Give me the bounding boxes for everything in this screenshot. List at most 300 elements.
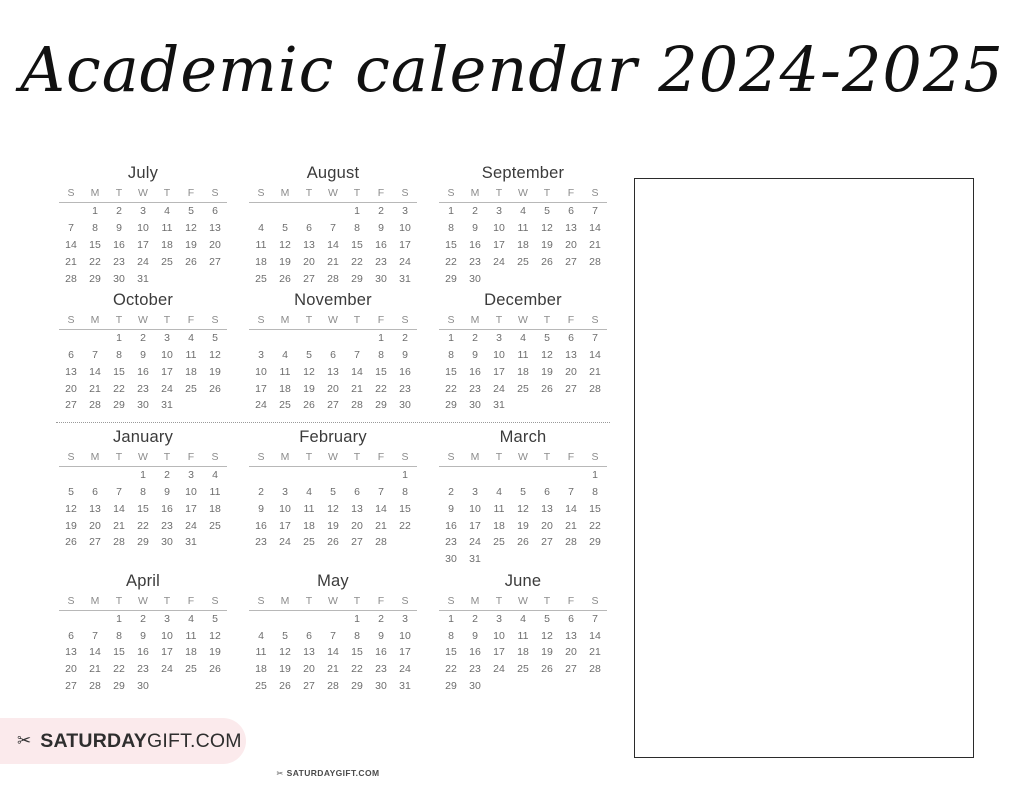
- week-row: [59, 661, 227, 678]
- year-divider: [48, 418, 618, 428]
- day-cell: 15: [89, 238, 101, 251]
- day-cell: 20: [351, 519, 363, 532]
- day-cell: 26: [185, 255, 197, 268]
- day-cell: 4: [282, 349, 288, 362]
- day-cell-empty: [249, 610, 273, 627]
- day-cell: 14: [589, 349, 601, 362]
- day-cell-empty: [511, 551, 535, 568]
- day-cell: 1: [448, 612, 454, 625]
- week-row: [249, 220, 417, 237]
- day-cell: 3: [258, 349, 264, 362]
- day-cell-empty: [535, 466, 559, 483]
- day-cell: 19: [541, 238, 553, 251]
- weekday-header: S: [393, 313, 417, 330]
- day-cell: 13: [303, 238, 315, 251]
- weekday-header: T: [535, 450, 559, 467]
- week-row: [59, 237, 227, 254]
- weekday-header: S: [393, 594, 417, 611]
- day-cell: 23: [161, 519, 173, 532]
- month-block-january: [48, 428, 238, 568]
- day-cell: 1: [354, 205, 360, 218]
- day-cell: 12: [279, 238, 291, 251]
- day-cell: 13: [565, 222, 577, 235]
- day-cell: 11: [161, 222, 173, 235]
- week-row: [249, 644, 417, 661]
- weekday-header: F: [369, 450, 393, 467]
- day-cell: 1: [592, 469, 598, 482]
- day-cell: 24: [255, 399, 267, 412]
- month-name: September: [481, 164, 565, 182]
- day-cell-empty: [321, 203, 345, 220]
- brand-label: [40, 730, 241, 753]
- weekday-header-row: [439, 450, 607, 467]
- day-cell: 18: [517, 238, 529, 251]
- day-cell: 22: [351, 663, 363, 676]
- day-cell: 14: [113, 502, 125, 515]
- weekday-header: W: [511, 313, 535, 330]
- day-cell: 2: [258, 485, 264, 498]
- day-cell: 8: [116, 349, 122, 362]
- weekday-header: T: [155, 186, 179, 203]
- weekday-header: M: [463, 450, 487, 467]
- weekday-header: F: [559, 450, 583, 467]
- day-cell: 11: [517, 222, 529, 235]
- day-cell-empty: [321, 610, 345, 627]
- month-block-march: [428, 428, 618, 568]
- day-cell: 8: [354, 629, 360, 642]
- weekday-header: T: [535, 594, 559, 611]
- weekday-header: F: [369, 313, 393, 330]
- weekday-header: M: [83, 186, 107, 203]
- week-row: [439, 500, 607, 517]
- day-cell: 14: [589, 629, 601, 642]
- week-row: [249, 270, 417, 287]
- weekday-header-row: [439, 594, 607, 611]
- day-cell: 19: [65, 519, 77, 532]
- day-cell-empty: [59, 610, 83, 627]
- month-row: [48, 291, 618, 418]
- day-cell: 20: [209, 238, 221, 251]
- day-cell: 24: [493, 255, 505, 268]
- day-cell: 20: [65, 663, 77, 676]
- day-cell-empty: [345, 329, 369, 346]
- day-cell: 15: [351, 646, 363, 659]
- day-cell: 21: [65, 255, 77, 268]
- day-cell: 9: [472, 349, 478, 362]
- day-cell: 20: [89, 519, 101, 532]
- day-cell: 9: [164, 485, 170, 498]
- day-cell: 17: [255, 382, 267, 395]
- weekday-header: W: [321, 186, 345, 203]
- month-name: November: [294, 290, 372, 309]
- day-cell: 14: [351, 365, 363, 378]
- day-cell: 1: [354, 612, 360, 625]
- day-cell: 20: [65, 382, 77, 395]
- day-cell: 3: [282, 485, 288, 498]
- day-cell: 1: [140, 469, 146, 482]
- weekday-header: T: [107, 313, 131, 330]
- day-cell: 27: [209, 255, 221, 268]
- day-cell: 16: [469, 646, 481, 659]
- day-cell: 8: [592, 485, 598, 498]
- day-cell: 16: [255, 519, 267, 532]
- weekday-header: T: [487, 313, 511, 330]
- day-cell-empty: [345, 466, 369, 483]
- day-cell: 19: [303, 382, 315, 395]
- day-cell: 29: [445, 399, 457, 412]
- weekday-header: F: [179, 313, 203, 330]
- day-cell: 27: [565, 663, 577, 676]
- weekday-header: S: [59, 450, 83, 467]
- day-cell: 17: [161, 646, 173, 659]
- weekday-header: M: [273, 313, 297, 330]
- weekday-header: T: [535, 313, 559, 330]
- month-name: March: [499, 427, 547, 446]
- day-cell-empty: [583, 397, 607, 414]
- day-cell: 6: [568, 332, 574, 345]
- day-cell: 26: [209, 663, 221, 676]
- footer-watermark-text: SATURDAYGIFT.COM: [286, 768, 380, 778]
- day-cell: 5: [520, 485, 526, 498]
- day-cell: 27: [303, 272, 315, 285]
- day-cell-empty: [583, 270, 607, 287]
- day-cell-empty: [203, 534, 227, 551]
- day-cell: 12: [185, 222, 197, 235]
- day-cell: 30: [113, 272, 125, 285]
- day-cell: 29: [375, 399, 387, 412]
- weekday-header: M: [463, 594, 487, 611]
- day-cell: 29: [445, 680, 457, 693]
- weekday-header: S: [583, 450, 607, 467]
- brand-name-rest: ATURDAY: [53, 729, 147, 752]
- day-cell: 9: [258, 502, 264, 515]
- day-cell: 26: [327, 536, 339, 549]
- week-row: [439, 363, 607, 380]
- day-cell: 28: [89, 680, 101, 693]
- weekday-header: S: [393, 186, 417, 203]
- day-cell: 10: [469, 502, 481, 515]
- day-cell: 2: [378, 612, 384, 625]
- day-cell-empty: [297, 203, 321, 220]
- weekday-header: S: [59, 313, 83, 330]
- day-cell-empty: [297, 610, 321, 627]
- day-cell: 11: [255, 238, 267, 251]
- day-cell: 28: [589, 663, 601, 676]
- weekday-header: T: [345, 594, 369, 611]
- day-cell: 16: [469, 238, 481, 251]
- week-row: [439, 517, 607, 534]
- weekday-header: T: [107, 594, 131, 611]
- day-cell: 25: [517, 663, 529, 676]
- week-row: [439, 466, 607, 483]
- day-cell: 27: [327, 399, 339, 412]
- month-table: [249, 313, 417, 414]
- day-cell: 23: [113, 255, 125, 268]
- month-block-november: [238, 291, 428, 414]
- day-cell: 9: [402, 349, 408, 362]
- day-cell: 9: [140, 349, 146, 362]
- month-block-october: [48, 291, 238, 414]
- day-cell: 31: [469, 553, 481, 566]
- day-cell: 13: [327, 365, 339, 378]
- weekday-header: T: [155, 450, 179, 467]
- day-cell: 12: [327, 502, 339, 515]
- month-table: [439, 186, 607, 287]
- weekday-header: W: [511, 186, 535, 203]
- day-cell: 22: [113, 663, 125, 676]
- week-row: [439, 678, 607, 695]
- weekday-header: T: [155, 313, 179, 330]
- week-row: [59, 329, 227, 346]
- weekday-header-row: [59, 594, 227, 611]
- day-cell: 1: [92, 205, 98, 218]
- month-table: [439, 594, 607, 695]
- day-cell-empty: [559, 397, 583, 414]
- day-cell: 14: [375, 502, 387, 515]
- day-cell: 19: [327, 519, 339, 532]
- notes-area[interactable]: [634, 178, 974, 758]
- month-block-august: [238, 164, 428, 287]
- weekday-header: T: [535, 186, 559, 203]
- day-cell: 7: [592, 612, 598, 625]
- day-cell: 2: [116, 205, 122, 218]
- day-cell: 23: [137, 663, 149, 676]
- weekday-header: F: [559, 313, 583, 330]
- day-cell: 24: [161, 382, 173, 395]
- day-cell: 11: [493, 502, 505, 515]
- day-cell: 7: [592, 205, 598, 218]
- week-row: [59, 253, 227, 270]
- day-cell-empty: [203, 270, 227, 287]
- day-cell: 8: [92, 222, 98, 235]
- weekday-header: S: [439, 313, 463, 330]
- day-cell: 8: [448, 222, 454, 235]
- day-cell: 2: [472, 332, 478, 345]
- day-cell: 2: [140, 612, 146, 625]
- scissors-icon-small: ✂: [276, 769, 284, 778]
- week-row: [439, 380, 607, 397]
- day-cell: 18: [517, 365, 529, 378]
- day-cell: 8: [116, 629, 122, 642]
- day-cell: 8: [378, 349, 384, 362]
- day-cell: 20: [303, 663, 315, 676]
- day-cell: 11: [303, 502, 315, 515]
- day-cell: 21: [89, 382, 101, 395]
- day-cell: 25: [279, 399, 291, 412]
- day-cell: 16: [137, 365, 149, 378]
- day-cell-empty: [583, 678, 607, 695]
- day-cell: 12: [541, 222, 553, 235]
- day-cell: 21: [589, 646, 601, 659]
- weekday-header: S: [583, 313, 607, 330]
- day-cell: 30: [469, 680, 481, 693]
- month-table: [59, 313, 227, 414]
- month-name: August: [306, 164, 360, 182]
- day-cell: 2: [140, 332, 146, 345]
- weekday-header-row: [59, 186, 227, 203]
- day-cell: 4: [164, 205, 170, 218]
- week-row: [249, 610, 417, 627]
- weekday-header: S: [393, 450, 417, 467]
- day-cell: 4: [188, 612, 194, 625]
- day-cell: 25: [185, 382, 197, 395]
- day-cell: 13: [209, 222, 221, 235]
- day-cell: 25: [255, 680, 267, 693]
- day-cell: 10: [493, 222, 505, 235]
- calendar-grid: [48, 164, 618, 754]
- month-table: [59, 594, 227, 695]
- day-cell: 17: [185, 502, 197, 515]
- day-cell: 28: [589, 382, 601, 395]
- day-cell: 13: [565, 629, 577, 642]
- day-cell: 12: [303, 365, 315, 378]
- day-cell-empty: [249, 466, 273, 483]
- day-cell: 27: [541, 536, 553, 549]
- day-cell: 25: [255, 272, 267, 285]
- day-cell: 20: [303, 255, 315, 268]
- day-cell: 25: [209, 519, 221, 532]
- day-cell: 20: [565, 646, 577, 659]
- day-cell: 5: [544, 612, 550, 625]
- week-row: [59, 203, 227, 220]
- weekday-header: W: [511, 594, 535, 611]
- month-name: October: [112, 290, 174, 309]
- weekday-header: S: [203, 594, 227, 611]
- day-cell: 15: [351, 238, 363, 251]
- day-cell-empty: [559, 551, 583, 568]
- day-cell: 13: [303, 646, 315, 659]
- day-cell: 18: [209, 502, 221, 515]
- day-cell: 17: [161, 365, 173, 378]
- day-cell-empty: [535, 270, 559, 287]
- month-block-september: [428, 164, 618, 287]
- weekday-header: F: [179, 186, 203, 203]
- day-cell: 7: [568, 485, 574, 498]
- day-cell: 20: [565, 238, 577, 251]
- weekday-header: S: [203, 186, 227, 203]
- day-cell: 27: [89, 536, 101, 549]
- month-block-april: [48, 572, 238, 695]
- day-cell: 14: [565, 502, 577, 515]
- day-cell: 23: [469, 255, 481, 268]
- day-cell: 13: [351, 502, 363, 515]
- brand-name-light: GIFT.COM: [146, 729, 242, 752]
- day-cell: 8: [402, 485, 408, 498]
- day-cell: 18: [279, 382, 291, 395]
- day-cell: 30: [399, 399, 411, 412]
- day-cell-empty: [59, 203, 83, 220]
- month-name: May: [317, 571, 349, 590]
- day-cell: 11: [517, 349, 529, 362]
- day-cell: 3: [164, 332, 170, 345]
- day-cell: 27: [65, 399, 77, 412]
- day-cell: 4: [520, 332, 526, 345]
- day-cell: 18: [185, 365, 197, 378]
- day-cell: 28: [375, 536, 387, 549]
- day-cell: 19: [185, 238, 197, 251]
- day-cell: 28: [89, 399, 101, 412]
- day-cell: 15: [375, 365, 387, 378]
- day-cell: 21: [113, 519, 125, 532]
- day-cell: 11: [255, 646, 267, 659]
- month-block-december: [428, 291, 618, 414]
- day-cell: 24: [185, 519, 197, 532]
- weekday-header: M: [273, 450, 297, 467]
- day-cell-empty: [273, 610, 297, 627]
- week-row: [439, 551, 607, 568]
- week-row: [59, 466, 227, 483]
- day-cell: 4: [520, 205, 526, 218]
- day-cell: 20: [565, 365, 577, 378]
- day-cell: 24: [279, 536, 291, 549]
- day-cell: 1: [378, 332, 384, 345]
- day-cell: 6: [68, 629, 74, 642]
- day-cell: 5: [212, 612, 218, 625]
- day-cell: 23: [375, 663, 387, 676]
- brand-badge: [0, 718, 246, 764]
- weekday-header-row: [249, 594, 417, 611]
- day-cell: 18: [161, 238, 173, 251]
- day-cell-empty: [487, 678, 511, 695]
- week-row: [249, 661, 417, 678]
- day-cell: 5: [282, 222, 288, 235]
- day-cell: 8: [448, 629, 454, 642]
- weekday-header: W: [321, 594, 345, 611]
- day-cell-empty: [535, 397, 559, 414]
- weekday-header: W: [131, 313, 155, 330]
- day-cell-empty: [297, 466, 321, 483]
- day-cell: 12: [209, 349, 221, 362]
- day-cell: 28: [351, 399, 363, 412]
- month-row: [48, 428, 618, 572]
- week-row: [59, 363, 227, 380]
- day-cell: 5: [544, 332, 550, 345]
- week-row: [249, 253, 417, 270]
- weekday-header: M: [463, 186, 487, 203]
- day-cell-empty: [297, 329, 321, 346]
- day-cell: 6: [92, 485, 98, 498]
- day-cell: 21: [565, 519, 577, 532]
- day-cell: 9: [116, 222, 122, 235]
- day-cell: 15: [445, 646, 457, 659]
- day-cell: 18: [493, 519, 505, 532]
- footer-watermark: [0, 768, 656, 778]
- day-cell: 15: [445, 365, 457, 378]
- weekday-header: F: [559, 186, 583, 203]
- day-cell: 24: [493, 663, 505, 676]
- week-row: [59, 517, 227, 534]
- week-row: [249, 237, 417, 254]
- day-cell: 14: [89, 365, 101, 378]
- weekday-header: S: [583, 594, 607, 611]
- weekday-header-row: [59, 313, 227, 330]
- day-cell: 5: [330, 485, 336, 498]
- week-row: [59, 500, 227, 517]
- weekday-header: W: [131, 450, 155, 467]
- week-row: [59, 534, 227, 551]
- week-row: [59, 678, 227, 695]
- day-cell: 27: [303, 680, 315, 693]
- weekday-header: T: [487, 186, 511, 203]
- week-row: [59, 380, 227, 397]
- day-cell: 25: [493, 536, 505, 549]
- day-cell-empty: [535, 678, 559, 695]
- day-cell: 3: [472, 485, 478, 498]
- week-row: [249, 678, 417, 695]
- day-cell: 17: [493, 365, 505, 378]
- brand-name-bold: S: [40, 729, 54, 752]
- day-cell: 11: [517, 629, 529, 642]
